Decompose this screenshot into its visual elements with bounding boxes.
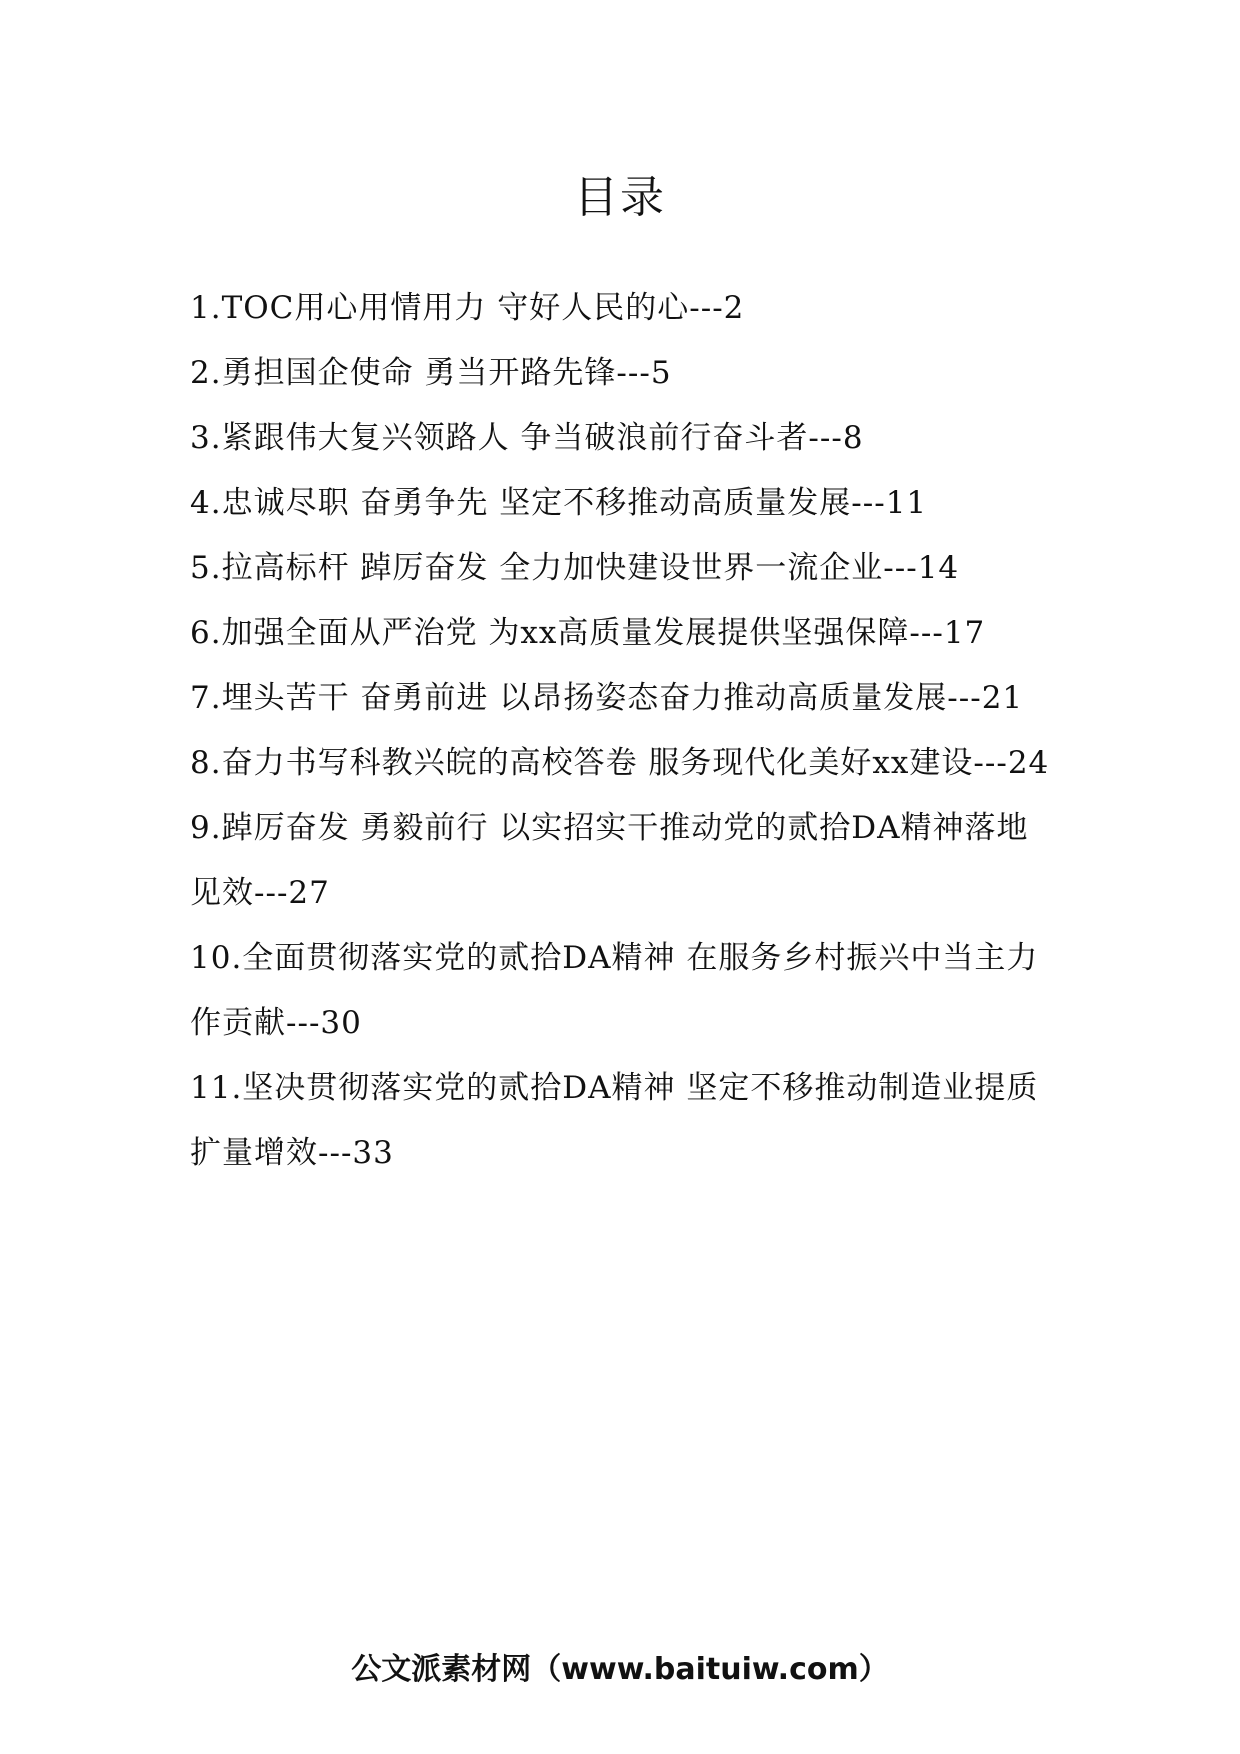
toc-entry[interactable]: 8.奋力书写科教兴皖的高校答卷 服务现代化美好xx建设---24 [190,745,1050,781]
table-of-contents [190,276,1050,1186]
toc-entry[interactable]: 6.加强全面从严治党 为xx高质量发展提供坚强保障---17 [190,615,986,651]
toc-entry[interactable]: 3.紧跟伟大复兴领路人 争当破浪前行奋斗者---8 [190,420,864,456]
toc-entry[interactable]: 5.拉高标杆 踔厉奋发 全力加快建设世界一流企业---14 [190,550,960,586]
toc-entry[interactable]: 1.TOC用心用情用力 守好人民的心---2 [190,290,745,326]
page-title: 目录 [574,172,666,223]
toc-entry[interactable]: 11.坚决贯彻落实党的贰拾DA精神 坚定不移推动制造业提质扩量增效---33 [190,1070,1039,1171]
footer-source: 公文派素材网（www.baituiw.com） [351,1652,889,1687]
toc-entry[interactable]: 10.全面贯彻落实党的贰拾DA精神 在服务乡村振兴中当主力作贡献---30 [190,940,1039,1041]
toc-entry[interactable]: 4.忠诚尽职 奋勇争先 坚定不移推动高质量发展---11 [190,485,928,521]
toc-entry[interactable]: 9.踔厉奋发 勇毅前行 以实招实干推动党的贰拾DA精神落地见效---27 [190,810,1029,911]
toc-entry[interactable]: 2.勇担国企使命 勇当开路先锋---5 [190,355,672,391]
toc-entry[interactable]: 7.埋头苦干 奋勇前进 以昂扬姿态奋力推动高质量发展---21 [190,680,1024,716]
